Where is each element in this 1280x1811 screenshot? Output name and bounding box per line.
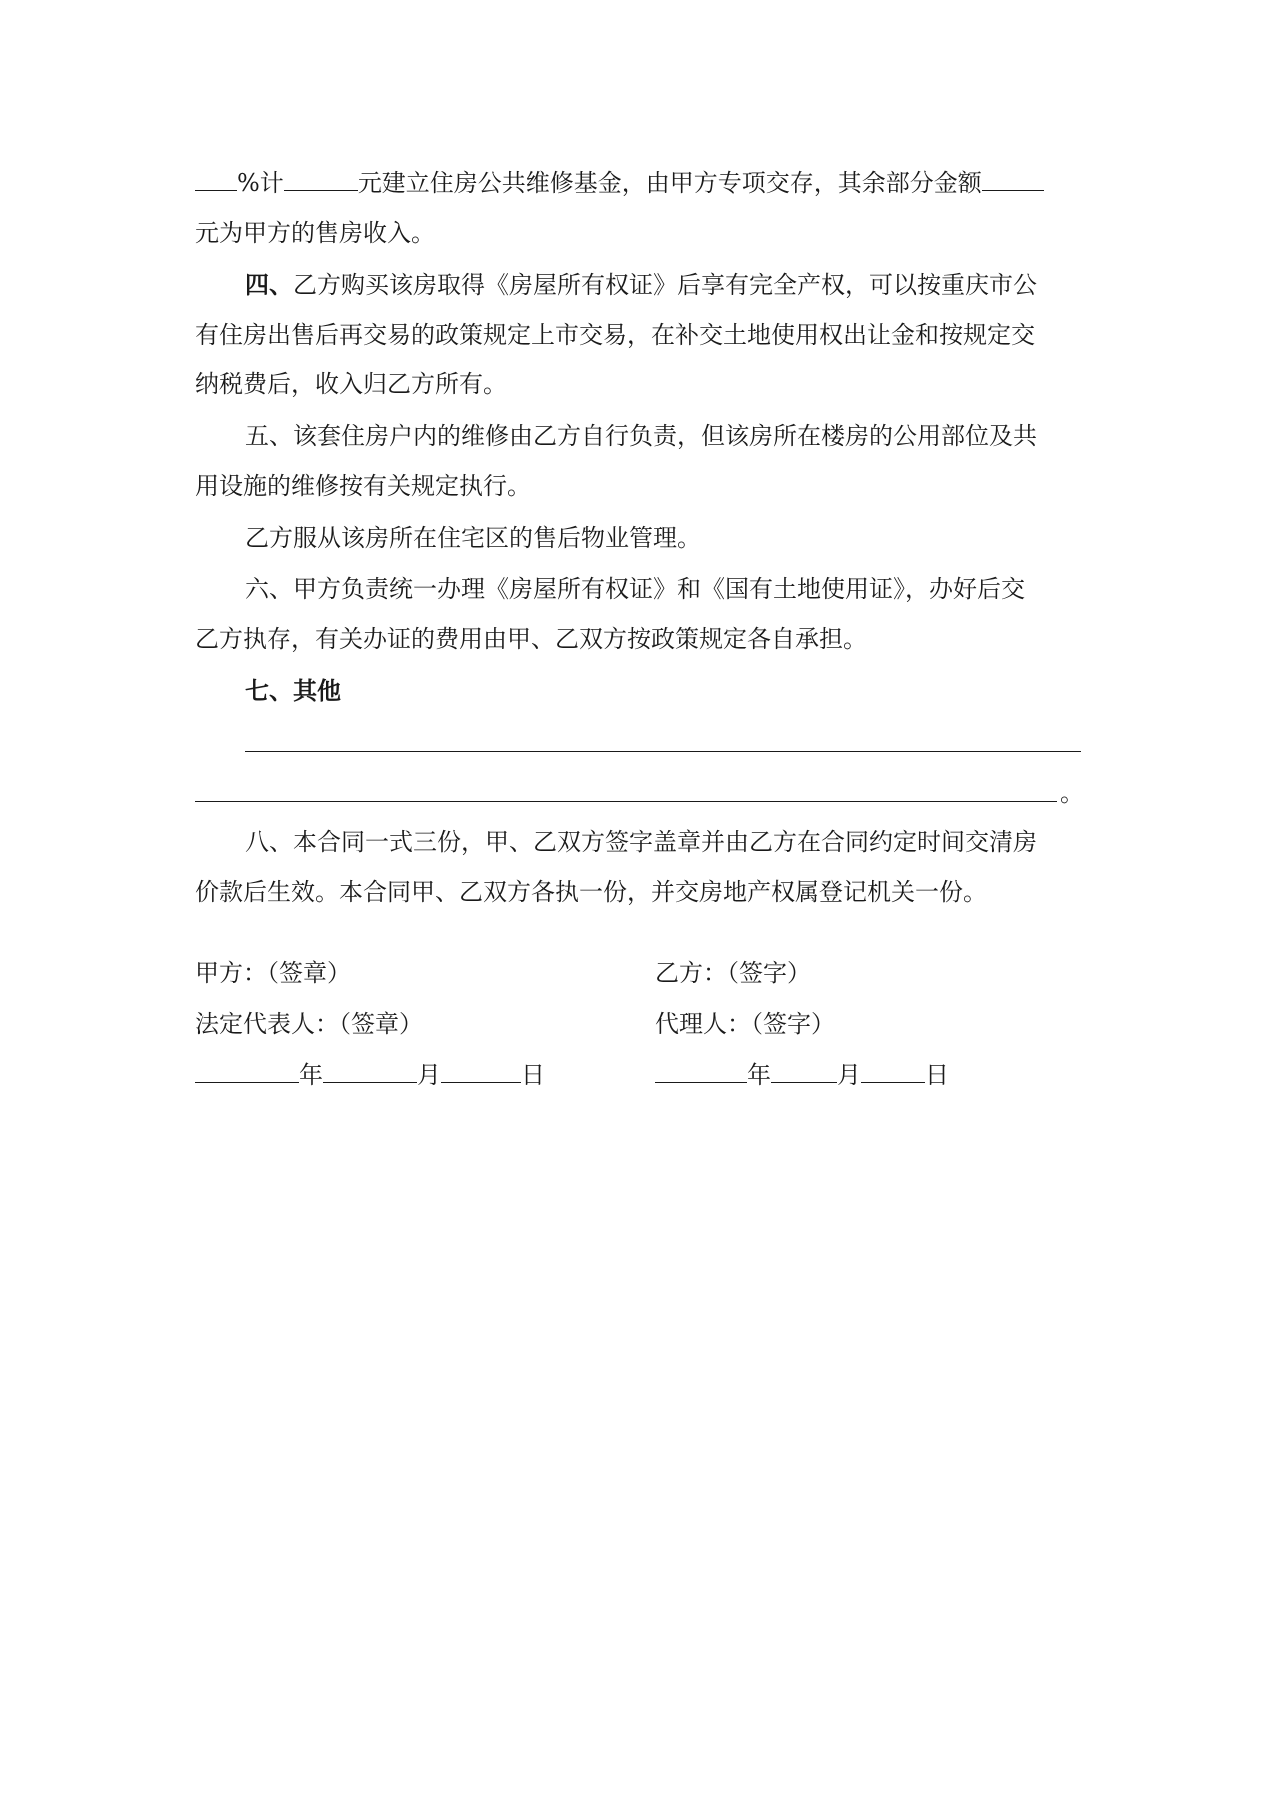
party-b-year-blank bbox=[655, 1060, 747, 1083]
blank-fund-amount bbox=[284, 168, 358, 191]
party-b-month-blank bbox=[771, 1060, 837, 1083]
party-a-day-label: 日 bbox=[521, 1061, 545, 1089]
clause3-line1 bbox=[195, 168, 1044, 198]
party-b-year-label: 年 bbox=[747, 1061, 771, 1089]
clause6-number: 六、 bbox=[245, 575, 293, 603]
party-a-month-blank bbox=[323, 1060, 417, 1083]
party-b-day-blank bbox=[861, 1060, 925, 1083]
party-b-day-label: 日 bbox=[925, 1061, 949, 1089]
blank-percent bbox=[195, 168, 237, 191]
clause4-number: 四、 bbox=[245, 270, 293, 299]
party-b-date bbox=[655, 1060, 949, 1090]
blank-remaining-amount bbox=[982, 168, 1044, 191]
party-a-date bbox=[195, 1060, 545, 1090]
clause8-text1: 本合同一式三份，甲、乙双方签字盖章并由乙方在合同约定时间交清房 bbox=[293, 828, 1037, 856]
clause7-heading: 七、其他 bbox=[245, 676, 341, 705]
clause3-line2: 元为甲方的售房收入。 bbox=[195, 219, 435, 247]
party-a-label: 甲方：（签章） bbox=[195, 959, 351, 987]
party-a-rep-label: 法定代表人：（签章） bbox=[195, 1010, 423, 1038]
clause8-line2: 价款后生效。本合同甲、乙双方各执一份，并交房地产权属登记机关一份。 bbox=[195, 878, 987, 906]
party-a-year-label: 年 bbox=[299, 1061, 323, 1089]
clause8-line1 bbox=[245, 827, 1037, 857]
party-b-label: 乙方：（签字） bbox=[655, 959, 811, 987]
clause5-line1 bbox=[245, 421, 1037, 451]
clause4-line3: 纳税费后，收入归乙方所有。 bbox=[195, 370, 507, 398]
clause5-line2: 用设施的维修按有关规定执行。 bbox=[195, 472, 531, 500]
clause7-fill-line-2 bbox=[195, 801, 1057, 802]
clause5-text1: 该套住房户内的维修由乙方自行负责，但该房所在楼房的公用部位及共 bbox=[293, 422, 1037, 450]
clause6-line1 bbox=[245, 574, 1025, 604]
clause7-end-mark: 。 bbox=[1060, 779, 1084, 807]
clause5-line3: 乙方服从该房所在住宅区的售后物业管理。 bbox=[245, 524, 701, 552]
party-b-month-label: 月 bbox=[837, 1061, 861, 1089]
party-a-month-label: 月 bbox=[417, 1061, 441, 1089]
fund-text: 元建立住房公共维修基金，由甲方专项交存，其余部分金额 bbox=[357, 169, 982, 197]
clause4-line1 bbox=[245, 270, 1037, 300]
party-a-year-blank bbox=[195, 1060, 299, 1083]
clause4-text1: 乙方购买该房取得《房屋所有权证》后享有完全产权，可以按重庆市公 bbox=[293, 271, 1037, 299]
percent-suffix: %计 bbox=[237, 169, 284, 197]
clause6-text1: 甲方负责统一办理《房屋所有权证》和《国有土地使用证》，办好后交 bbox=[293, 575, 1025, 603]
clause5-number: 五、 bbox=[245, 422, 293, 450]
clause8-number: 八、 bbox=[245, 828, 293, 856]
clause7-fill-line-1 bbox=[245, 751, 1081, 752]
party-a-day-blank bbox=[441, 1060, 521, 1083]
clause4-line2: 有住房出售后再交易的政策规定上市交易，在补交土地使用权出让金和按规定交 bbox=[195, 321, 1035, 349]
clause6-line2: 乙方执存，有关办证的费用由甲、乙双方按政策规定各自承担。 bbox=[195, 625, 867, 653]
party-b-agent-label: 代理人：（签字） bbox=[655, 1010, 835, 1038]
